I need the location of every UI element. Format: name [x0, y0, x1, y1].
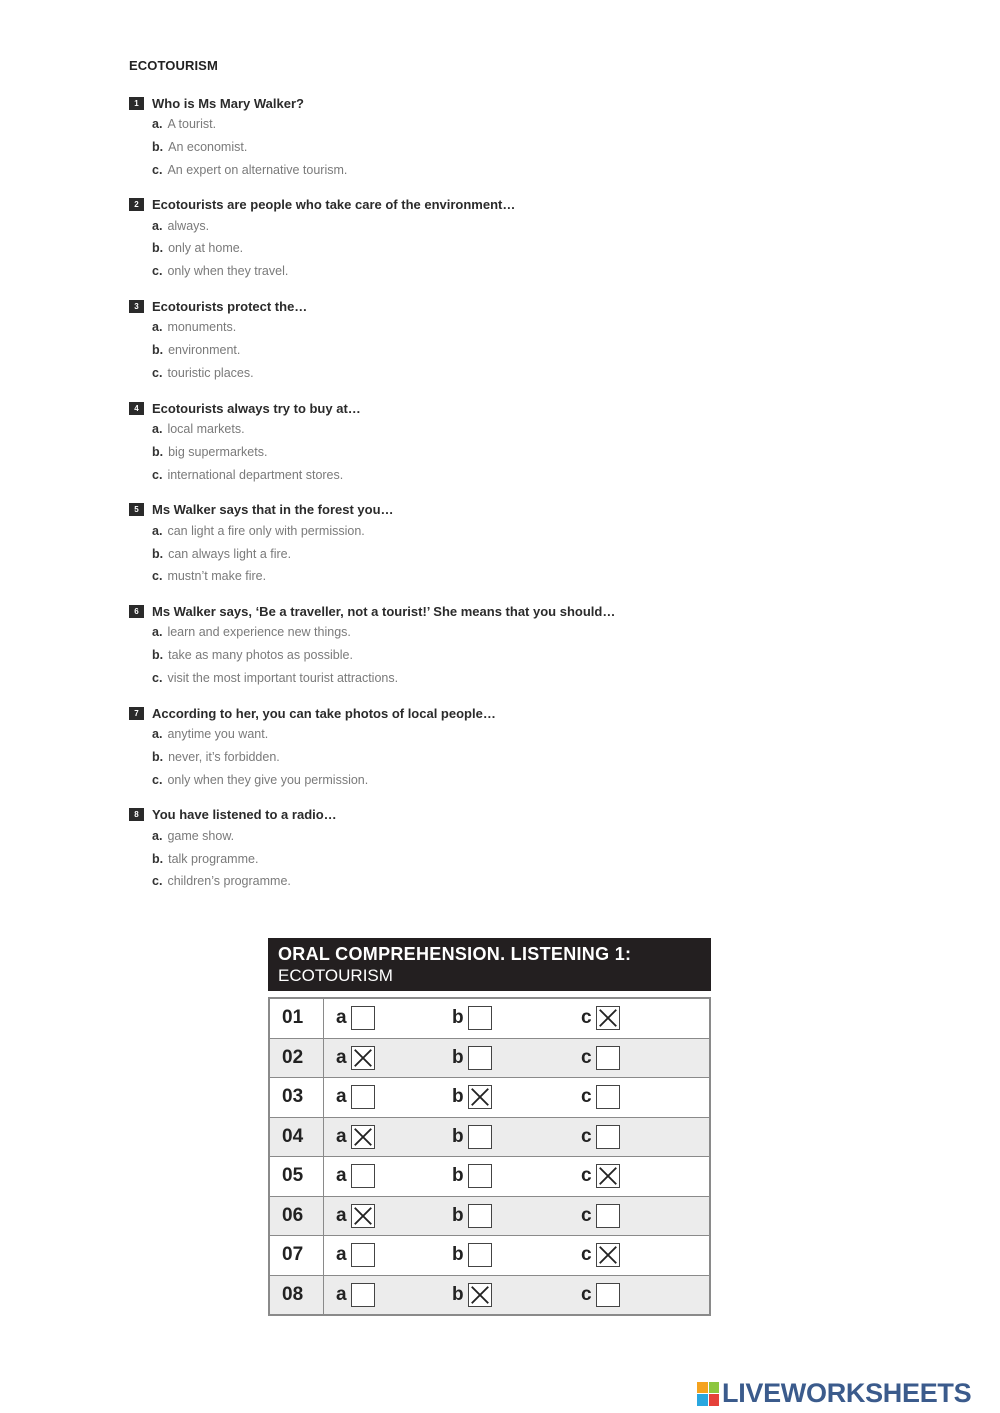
- option-text: anytime you want.: [167, 727, 269, 742]
- question-number: 5: [129, 503, 144, 516]
- answer-letter: c: [581, 1165, 592, 1187]
- option-letter: a.: [152, 523, 163, 538]
- checkbox[interactable]: [596, 1125, 620, 1149]
- option-text: talk programme.: [168, 851, 259, 866]
- answer-letter: b: [452, 1007, 464, 1029]
- answer-letter: a: [336, 1007, 347, 1029]
- checkbox[interactable]: [351, 1085, 375, 1109]
- answer-option: [129, 543, 749, 566]
- cross-mark-icon: [469, 1086, 491, 1108]
- answer-row: [270, 1039, 709, 1079]
- option-letter: a.: [152, 422, 163, 437]
- option-letter: b.: [152, 648, 164, 663]
- option-text: An expert on alternative tourism.: [167, 162, 348, 177]
- option-text: only when they travel.: [167, 264, 289, 279]
- answer-cell-b: [452, 1276, 581, 1315]
- answer-cell-b: [452, 1078, 581, 1117]
- answer-box-title: ORAL COMPREHENSION. LISTENING 1:: [278, 944, 632, 964]
- question-text: Who is Ms Mary Walker?: [152, 95, 304, 111]
- brand-text: LIVEWORKSHEETS: [722, 1378, 972, 1408]
- question: [129, 601, 749, 703]
- option-text: game show.: [167, 828, 235, 843]
- option-letter: c.: [152, 162, 163, 177]
- option-letter: b.: [152, 444, 164, 459]
- option-letter: b.: [152, 139, 164, 154]
- option-letter: a.: [152, 625, 163, 640]
- answer-option: [129, 870, 749, 893]
- answer-row: [270, 1276, 709, 1316]
- answer-cell-c: [581, 1276, 709, 1315]
- answer-cell-b: [452, 1039, 581, 1078]
- answer-cell-b: [452, 1118, 581, 1157]
- answer-row-number: 04: [270, 1118, 324, 1157]
- question-header: [129, 500, 749, 520]
- answer-cell-a: [324, 1236, 452, 1275]
- checked-checkbox[interactable]: [596, 1243, 620, 1267]
- question-text: Ecotourists protect the…: [152, 298, 308, 314]
- option-text: can light a fire only with permission.: [167, 523, 365, 538]
- option-letter: c.: [152, 365, 163, 380]
- option-text: always.: [167, 218, 210, 233]
- option-text: environment.: [168, 343, 241, 358]
- option-letter: a.: [152, 828, 163, 843]
- question-header: [129, 296, 749, 316]
- question-text: Ms Walker says, ‘Be a traveller, not a tourist!’ She means that you should…: [152, 603, 616, 619]
- answer-option: [129, 260, 749, 283]
- answer-option: [129, 362, 749, 385]
- answer-letter: a: [336, 1125, 347, 1147]
- answer-option: [129, 825, 749, 848]
- answer-letter: a: [336, 1283, 347, 1305]
- question: [129, 93, 749, 195]
- answer-letter: c: [581, 1007, 592, 1029]
- option-letter: a.: [152, 320, 163, 335]
- cross-mark-icon: [469, 1284, 491, 1306]
- question-number: 6: [129, 605, 144, 618]
- answer-option: [129, 418, 749, 441]
- option-text: take as many photos as possible.: [168, 648, 353, 663]
- checkbox[interactable]: [468, 1164, 492, 1188]
- answer-box-header: [268, 938, 711, 991]
- answer-letter: b: [452, 1125, 464, 1147]
- answer-row: [270, 1197, 709, 1237]
- checked-checkbox[interactable]: [468, 1283, 492, 1307]
- cross-mark-icon: [597, 1244, 619, 1266]
- answer-row-number: 08: [270, 1276, 324, 1315]
- question-header: [129, 195, 749, 215]
- option-text: can always light a fire.: [168, 546, 292, 561]
- cross-mark-icon: [597, 1007, 619, 1029]
- option-letter: c.: [152, 671, 163, 686]
- answer-cell-a: [324, 1197, 452, 1236]
- answer-cell-b: [452, 999, 581, 1038]
- answer-table: [268, 997, 711, 1316]
- option-text: visit the most important tourist attractions.: [167, 671, 399, 686]
- cross-mark-icon: [352, 1047, 374, 1069]
- page-title: ECOTOURISM: [129, 58, 218, 73]
- question-header: [129, 805, 749, 825]
- question-number: 4: [129, 402, 144, 415]
- question: [129, 296, 749, 398]
- question-text: Ecotourists always try to buy at…: [152, 400, 361, 416]
- answer-option: [129, 316, 749, 339]
- question-header: [129, 703, 749, 723]
- answer-cell-a: [324, 1118, 452, 1157]
- option-text: touristic places.: [167, 365, 254, 380]
- answer-cell-c: [581, 999, 709, 1038]
- answer-cell-c: [581, 1078, 709, 1117]
- answer-letter: b: [452, 1204, 464, 1226]
- answer-cell-b: [452, 1157, 581, 1196]
- option-letter: c.: [152, 467, 163, 482]
- option-text: local markets.: [167, 422, 245, 437]
- option-text: mustn’t make fire.: [167, 569, 267, 584]
- answer-cell-b: [452, 1197, 581, 1236]
- answer-option: [129, 159, 749, 182]
- answer-letter: a: [336, 1244, 347, 1266]
- answer-option: [129, 215, 749, 238]
- option-letter: b.: [152, 546, 164, 561]
- answer-cell-c: [581, 1118, 709, 1157]
- answer-letter: a: [336, 1046, 347, 1068]
- answer-row: [270, 999, 709, 1039]
- checkbox[interactable]: [468, 1243, 492, 1267]
- option-text: big supermarkets.: [168, 444, 268, 459]
- question-number: 7: [129, 707, 144, 720]
- answer-cell-b: [452, 1236, 581, 1275]
- option-text: only when they give you permission.: [167, 772, 369, 787]
- answer-letter: c: [581, 1283, 592, 1305]
- question-number: 1: [129, 97, 144, 110]
- option-letter: b.: [152, 343, 164, 358]
- option-letter: c.: [152, 569, 163, 584]
- answer-option: [129, 769, 749, 792]
- answer-row-number: 01: [270, 999, 324, 1038]
- answer-cell-a: [324, 1078, 452, 1117]
- answer-letter: b: [452, 1165, 464, 1187]
- answer-cell-c: [581, 1157, 709, 1196]
- question-header: [129, 398, 749, 418]
- answer-option: [129, 621, 749, 644]
- answer-option: [129, 644, 749, 667]
- option-text: A tourist.: [167, 117, 217, 131]
- checkbox[interactable]: [596, 1046, 620, 1070]
- answer-letter: c: [581, 1046, 592, 1068]
- option-text: only at home.: [168, 241, 244, 256]
- answer-cell-c: [581, 1236, 709, 1275]
- checkbox[interactable]: [351, 1164, 375, 1188]
- answer-cell-a: [324, 1157, 452, 1196]
- answer-option: [129, 667, 749, 690]
- option-letter: a.: [152, 117, 163, 131]
- checkbox[interactable]: [351, 1006, 375, 1030]
- answer-cell-c: [581, 1039, 709, 1078]
- checkbox[interactable]: [468, 1046, 492, 1070]
- answer-option: [129, 113, 749, 136]
- question-list: [129, 93, 749, 907]
- option-letter: b.: [152, 851, 164, 866]
- checkbox[interactable]: [468, 1006, 492, 1030]
- logo-tile: [709, 1382, 720, 1394]
- option-letter: a.: [152, 727, 163, 742]
- answer-option: [129, 237, 749, 260]
- answer-option: [129, 441, 749, 464]
- checked-checkbox[interactable]: [596, 1164, 620, 1188]
- checkbox[interactable]: [596, 1085, 620, 1109]
- answer-row: [270, 1236, 709, 1276]
- answer-row-number: 05: [270, 1157, 324, 1196]
- question: [129, 398, 749, 500]
- option-letter: b.: [152, 241, 164, 256]
- checked-checkbox[interactable]: [351, 1046, 375, 1070]
- question: [129, 500, 749, 602]
- answer-option: [129, 746, 749, 769]
- answer-option: [129, 464, 749, 487]
- answer-letter: c: [581, 1244, 592, 1266]
- question: [129, 703, 749, 805]
- option-letter: c.: [152, 874, 163, 889]
- cross-mark-icon: [352, 1205, 374, 1227]
- checked-checkbox[interactable]: [351, 1125, 375, 1149]
- question-header: [129, 601, 749, 621]
- answer-letter: b: [452, 1046, 464, 1068]
- option-text: monuments.: [167, 320, 237, 335]
- question-number: 2: [129, 198, 144, 211]
- question-header: [129, 93, 749, 113]
- option-letter: b.: [152, 749, 164, 764]
- checkbox[interactable]: [351, 1283, 375, 1307]
- answer-cell-a: [324, 1039, 452, 1078]
- answer-letter: a: [336, 1204, 347, 1226]
- answer-cell-a: [324, 999, 452, 1038]
- question-text: Ecotourists are people who take care of the environment…: [152, 197, 516, 213]
- answer-letter: b: [452, 1283, 464, 1305]
- cross-mark-icon: [597, 1165, 619, 1187]
- answer-cell-c: [581, 1197, 709, 1236]
- question-text: You have listened to a radio…: [152, 807, 337, 823]
- option-letter: a.: [152, 218, 163, 233]
- logo-tile: [697, 1394, 708, 1406]
- answer-letter: c: [581, 1125, 592, 1147]
- answer-row-number: 07: [270, 1236, 324, 1275]
- answer-option: [129, 339, 749, 362]
- answer-letter: b: [452, 1086, 464, 1108]
- answer-row-number: 02: [270, 1039, 324, 1078]
- checkbox[interactable]: [351, 1243, 375, 1267]
- option-letter: c.: [152, 264, 163, 279]
- answer-row: [270, 1118, 709, 1158]
- answer-letter: c: [581, 1086, 592, 1108]
- checkbox[interactable]: [468, 1125, 492, 1149]
- answer-option: [129, 520, 749, 543]
- question-text: Ms Walker says that in the forest you…: [152, 502, 394, 518]
- brand: [697, 1378, 971, 1409]
- question-number: 8: [129, 808, 144, 821]
- question: [129, 805, 749, 907]
- option-text: learn and experience new things.: [167, 625, 351, 640]
- option-text: children’s programme.: [167, 874, 291, 889]
- cross-mark-icon: [352, 1126, 374, 1148]
- question-number: 3: [129, 300, 144, 313]
- checked-checkbox[interactable]: [351, 1204, 375, 1228]
- answer-box: [268, 938, 711, 1316]
- answer-option: [129, 565, 749, 588]
- option-text: never, it’s forbidden.: [168, 749, 280, 764]
- checkbox[interactable]: [468, 1204, 492, 1228]
- logo-tile: [697, 1382, 708, 1394]
- answer-option: [129, 723, 749, 746]
- answer-letter: b: [452, 1244, 464, 1266]
- question: [129, 195, 749, 297]
- answer-letter: a: [336, 1086, 347, 1108]
- checked-checkbox[interactable]: [468, 1085, 492, 1109]
- checked-checkbox[interactable]: [596, 1006, 620, 1030]
- question-text: According to her, you can take photos of local people…: [152, 705, 496, 721]
- logo-tile: [709, 1394, 720, 1406]
- answer-row-number: 06: [270, 1197, 324, 1236]
- option-letter: c.: [152, 772, 163, 787]
- answer-option: [129, 848, 749, 871]
- answer-box-subtitle: ECOTOURISM: [278, 966, 393, 985]
- answer-row: [270, 1078, 709, 1118]
- option-text: An economist.: [168, 139, 248, 154]
- checkbox[interactable]: [596, 1283, 620, 1307]
- answer-cell-a: [324, 1276, 452, 1315]
- answer-row: [270, 1157, 709, 1197]
- answer-row-number: 03: [270, 1078, 324, 1117]
- answer-letter: c: [581, 1204, 592, 1226]
- checkbox[interactable]: [596, 1204, 620, 1228]
- answer-letter: a: [336, 1165, 347, 1187]
- option-text: international department stores.: [167, 467, 344, 482]
- answer-option: [129, 136, 749, 159]
- liveworksheets-logo-icon: [697, 1382, 719, 1406]
